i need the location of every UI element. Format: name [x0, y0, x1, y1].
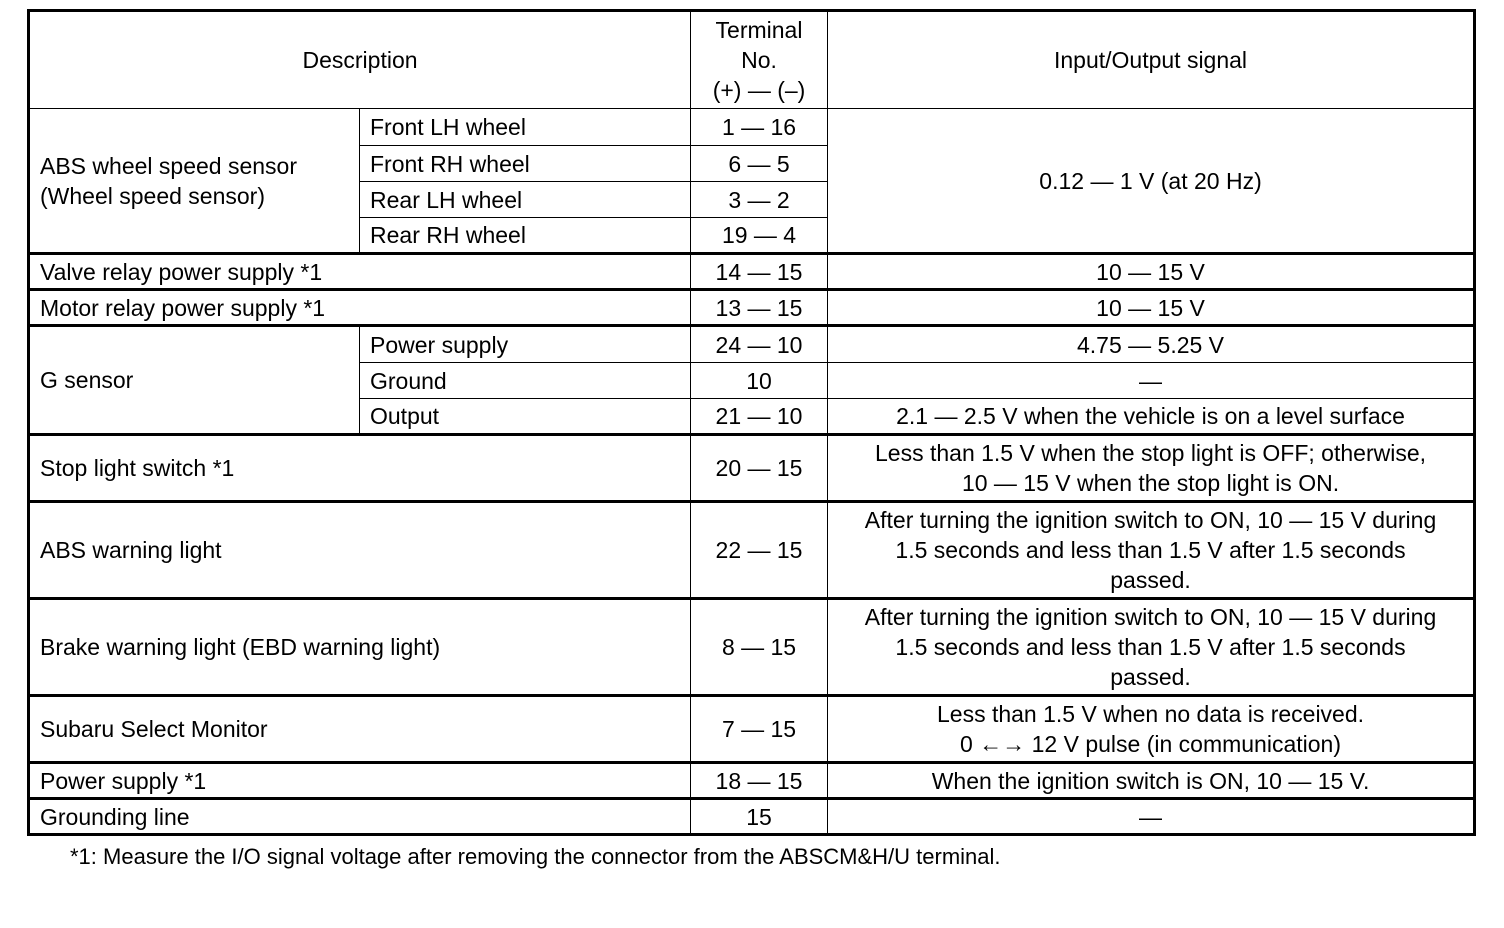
abs-sensor-line2: (Wheel speed sensor)	[40, 182, 265, 209]
footnote: *1: Measure the I/O signal voltage after removing the connector from the ABSCM&H/U terminal.	[70, 844, 1001, 869]
row-label: Power supply *1	[29, 763, 691, 799]
signal-cell: 2.1 — 2.5 V when the vehicle is on a level surface	[828, 399, 1475, 435]
signal-line: passed.	[1110, 567, 1191, 593]
terminal-cell: 24 — 10	[691, 326, 828, 363]
row-label: Valve relay power supply *1	[29, 254, 691, 290]
sub-label: Front LH wheel	[360, 109, 691, 146]
signal-cell	[828, 696, 1475, 763]
table-row	[29, 435, 1475, 502]
row-label: Brake warning light (EBD warning light)	[29, 599, 691, 696]
signal-line: After turning the ignition switch to ON, 10 — 15 V during	[864, 507, 1437, 533]
table-row	[29, 696, 1475, 763]
signal-line: Less than 1.5 V when no data is received.	[936, 701, 1365, 727]
terminal-cell: 22 — 15	[691, 502, 828, 599]
terminal-cell: 3 — 2	[691, 182, 828, 218]
table-row	[29, 290, 1475, 326]
sub-label: Ground	[360, 363, 691, 399]
signal-cell: —	[828, 363, 1475, 399]
table-row	[29, 763, 1475, 799]
abs-sensor-group	[29, 109, 360, 254]
signal-line: 0 ←→ 12 V pulse (in communication)	[960, 731, 1341, 757]
g-sensor-group: G sensor	[29, 326, 360, 435]
table-row	[29, 109, 1475, 146]
sub-label: Output	[360, 399, 691, 435]
header-description: Description	[29, 11, 691, 109]
signal-cell: 4.75 — 5.25 V	[828, 326, 1475, 363]
terminal-cell: 20 — 15	[691, 435, 828, 502]
terminal-cell: 13 — 15	[691, 290, 828, 326]
terminal-cell: 1 — 16	[691, 109, 828, 146]
row-label: ABS warning light	[29, 502, 691, 599]
io-signal-table	[27, 9, 1476, 836]
terminal-cell: 18 — 15	[691, 763, 828, 799]
terminal-cell: 15	[691, 799, 828, 835]
abs-sensor-signal: 0.12 — 1 V (at 20 Hz)	[828, 109, 1475, 254]
row-label: Motor relay power supply *1	[29, 290, 691, 326]
row-label: Subaru Select Monitor	[29, 696, 691, 763]
signal-line: 1.5 seconds and less than 1.5 V after 1.5 seconds	[895, 537, 1406, 563]
signal-line: Less than 1.5 V when the stop light is OFF; otherwise,	[875, 440, 1427, 466]
signal-line: 10 — 15 V when the stop light is ON.	[961, 470, 1340, 496]
signal-line: passed.	[1110, 664, 1191, 690]
terminal-cell: 6 — 5	[691, 146, 828, 182]
header-terminal-line2: No.	[741, 47, 777, 73]
signal-line: After turning the ignition switch to ON, 10 — 15 V during	[864, 604, 1437, 630]
header-signal: Input/Output signal	[828, 11, 1475, 109]
terminal-cell: 10	[691, 363, 828, 399]
header-terminal-line1: Terminal	[715, 17, 803, 43]
signal-cell	[828, 435, 1475, 502]
table-row	[29, 799, 1475, 835]
table-row	[29, 326, 1475, 363]
signal-cell	[828, 502, 1475, 599]
signal-cell: When the ignition switch is ON, 10 — 15 V.	[828, 763, 1475, 799]
sub-label: Rear RH wheel	[360, 218, 691, 254]
terminal-cell: 21 — 10	[691, 399, 828, 435]
terminal-cell: 8 — 15	[691, 599, 828, 696]
terminal-cell: 19 — 4	[691, 218, 828, 254]
sub-label: Front RH wheel	[360, 146, 691, 182]
row-label: Grounding line	[29, 799, 691, 835]
table-row	[29, 254, 1475, 290]
abs-sensor-line1: ABS wheel speed sensor	[40, 152, 297, 179]
terminal-cell: 7 — 15	[691, 696, 828, 763]
header-row	[29, 11, 1475, 109]
terminal-cell: 14 — 15	[691, 254, 828, 290]
signal-cell	[828, 599, 1475, 696]
header-terminal-line3: (+) — (–)	[712, 77, 806, 103]
header-terminal	[691, 11, 828, 109]
table-row	[29, 502, 1475, 599]
signal-line: 1.5 seconds and less than 1.5 V after 1.5 seconds	[895, 634, 1406, 660]
sub-label: Rear LH wheel	[360, 182, 691, 218]
signal-cell: —	[828, 799, 1475, 835]
signal-cell: 10 — 15 V	[828, 290, 1475, 326]
table-row	[29, 599, 1475, 696]
signal-cell: 10 — 15 V	[828, 254, 1475, 290]
row-label: Stop light switch *1	[29, 435, 691, 502]
sub-label: Power supply	[360, 326, 691, 363]
